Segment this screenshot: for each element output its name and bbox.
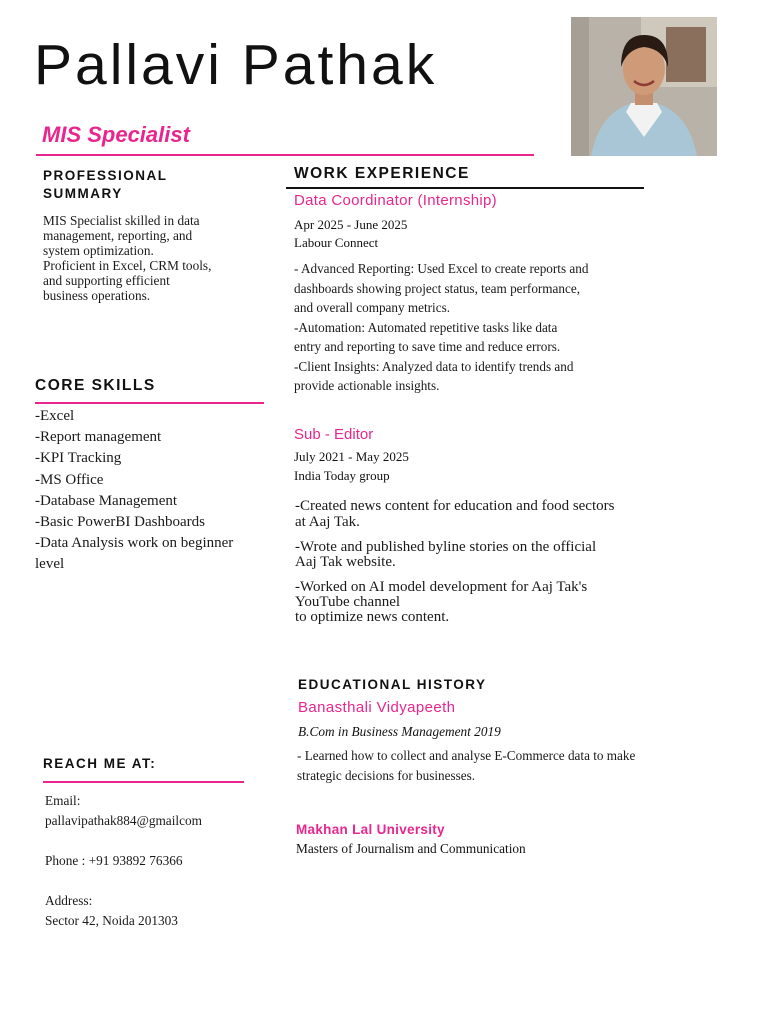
bullet-line: YouTube channel	[295, 594, 401, 610]
school-description	[297, 746, 635, 786]
job-company: Labour Connect	[294, 235, 379, 250]
skills-heading: CORE SKILLS	[35, 377, 156, 394]
job-description	[294, 259, 588, 396]
education-heading: EDUCATIONAL HISTORY	[298, 677, 487, 692]
job-line: dashboards showing project status, team performance,	[294, 280, 581, 296]
school-name: Banasthali Vidyapeeth	[298, 699, 456, 716]
skill-item: level	[35, 556, 65, 573]
summary-line: MIS Specialist skilled in data	[43, 213, 200, 228]
address-label: Address:	[45, 893, 93, 908]
bullet-line: -Created news content for education and food sectors	[295, 498, 615, 514]
skill-item: -Basic PowerBI Dashboards	[35, 514, 205, 531]
job-dates: July 2021 - May 2025	[294, 449, 409, 464]
skills-list	[35, 406, 265, 576]
job-line: -Client Insights: Analyzed data to identify trends and	[294, 358, 574, 374]
phone-value: Phone : +91 93892 76366	[45, 853, 183, 868]
bullet-line: -Worked on AI model development for Aaj Tak's	[295, 579, 588, 595]
job-line: and overall company metrics.	[294, 300, 450, 315]
experience-heading: WORK EXPERIENCE	[294, 165, 470, 182]
job-line: entry and reporting to save time and reduce errors.	[294, 339, 561, 354]
title-divider	[36, 154, 534, 156]
job-line: -Automation: Automated repetitive tasks like data	[294, 319, 558, 335]
job-bullet	[295, 540, 596, 570]
skill-item: -Data Analysis work on beginner	[35, 535, 234, 552]
job-line: - Advanced Reporting: Used Excel to create reports and	[294, 261, 589, 276]
bullet-line: Aaj Tak website.	[295, 554, 396, 570]
job-bullet	[295, 580, 587, 625]
school-line: strategic decisions for businesses.	[297, 768, 475, 783]
job-company: India Today group	[294, 468, 390, 483]
email-value[interactable]: pallavipathak884@gmailcom	[45, 813, 202, 828]
school-degree: Masters of Journalism and Communication	[296, 841, 526, 856]
summary-line: system optimization.	[43, 243, 154, 258]
contact-block	[45, 791, 202, 931]
contact-divider	[43, 781, 244, 783]
job-bullet	[295, 499, 614, 530]
skill-item: -Excel	[35, 408, 75, 424]
bullet-line: at Aaj Tak.	[295, 513, 360, 530]
school-line: - Learned how to collect and analyse E-Commerce data to make	[297, 748, 636, 763]
summary-text	[43, 213, 211, 303]
skill-item: -Report management	[35, 429, 162, 446]
summary-line: business operations.	[43, 288, 151, 303]
portrait-image	[571, 17, 717, 156]
summary-line: Proficient in Excel, CRM tools,	[43, 258, 212, 273]
contact-heading: REACH ME AT:	[43, 756, 157, 771]
summary-line: management, reporting, and	[43, 228, 193, 243]
summary-heading-line1: PROFESSIONAL	[43, 168, 168, 183]
address-value: Sector 42, Noida 201303	[45, 913, 178, 928]
skill-item: -Database Management	[35, 492, 178, 509]
job-role: Data Coordinator (Internship)	[294, 192, 497, 209]
summary-heading-line2: SUMMARY	[43, 186, 123, 201]
skills-divider	[35, 402, 264, 404]
job-line: provide actionable insights.	[294, 378, 440, 393]
skill-item: -MS Office	[35, 471, 104, 488]
summary-heading	[43, 167, 168, 203]
school-name: Makhan Lal University	[296, 822, 445, 837]
candidate-name: Pallavi Pathak	[34, 33, 438, 97]
bullet-line: -Wrote and published byline stories on the official	[295, 539, 597, 555]
profile-photo	[571, 17, 717, 156]
bullet-line: to optimize news content.	[295, 609, 450, 625]
email-label: Email:	[45, 793, 81, 808]
school-degree: B.Com in Business Management 2019	[298, 724, 501, 739]
job-title: MIS Specialist	[42, 122, 190, 147]
skill-item: -KPI Tracking	[35, 450, 122, 467]
job-dates: Apr 2025 - June 2025	[294, 217, 408, 232]
job-role: Sub - Editor	[294, 426, 374, 443]
experience-divider	[286, 187, 644, 189]
summary-line: and supporting efficient	[43, 273, 170, 288]
